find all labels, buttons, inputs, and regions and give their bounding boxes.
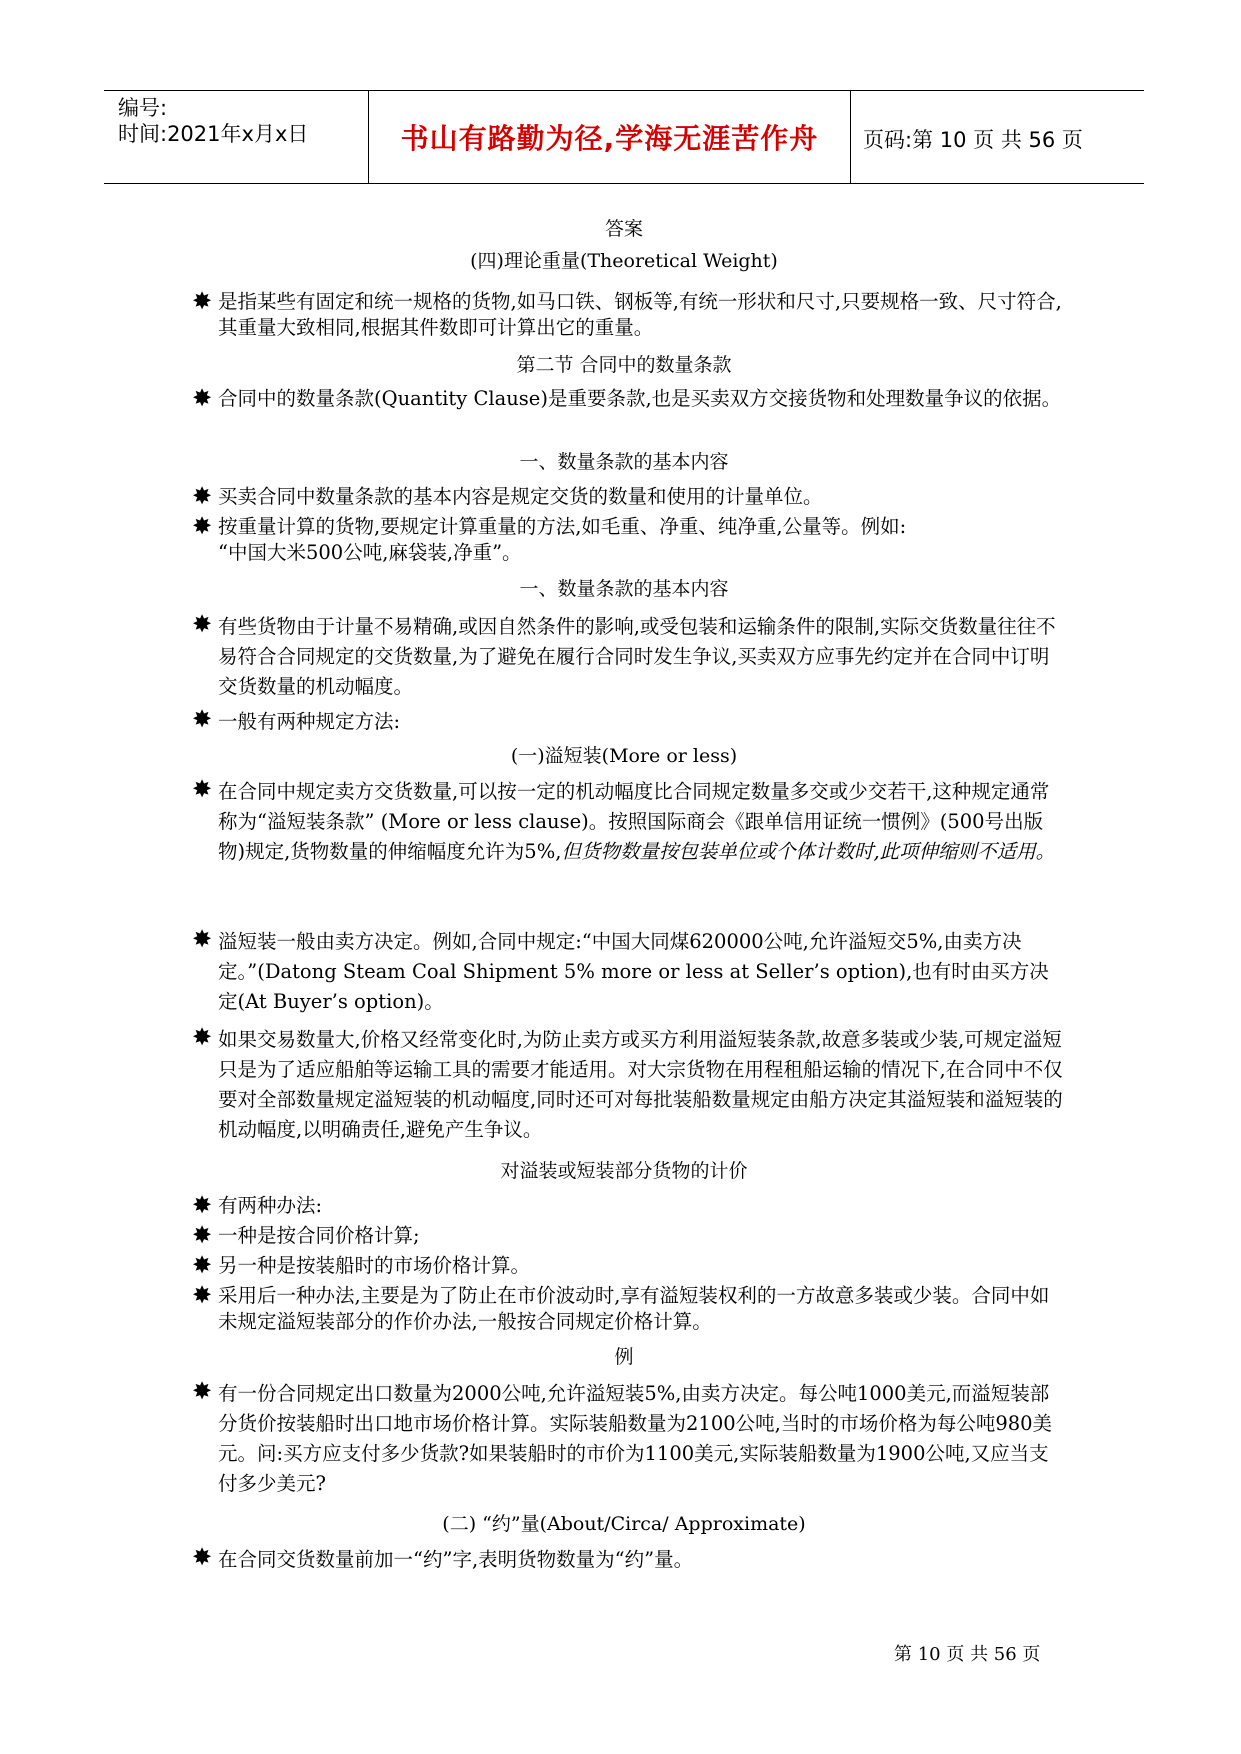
paragraph-7-italic: 但货物数量按包装单位或个体计数时,此项伸缩则不适用。 (561, 840, 1056, 863)
star-bullet-icon: ✸ (192, 1221, 213, 1249)
heading-section-2: 第二节 合同中的数量条款 (516, 354, 732, 376)
paragraph-10: 有两种办法: (218, 1194, 323, 1217)
star-bullet-icon: ✸ (192, 705, 213, 733)
paragraph-12: 另一种是按装船时的市场价格计算。 (218, 1254, 531, 1277)
star-bullet-icon: ✸ (192, 1377, 213, 1405)
time-label: 时间:2021年x月x日 (118, 122, 309, 146)
star-bullet-icon: ✸ (192, 482, 213, 510)
heading-basic-content-1: 一、数量条款的基本内容 (519, 451, 729, 473)
paragraph-4b: “中国大米500公吨,麻袋装,净重”。 (218, 541, 522, 564)
star-bullet-icon: ✸ (192, 1191, 213, 1219)
paragraph-3: 买卖合同中数量条款的基本内容是规定交货的数量和使用的计量单位。 (218, 485, 823, 508)
paragraph-7 (218, 777, 1068, 867)
star-bullet-icon: ✸ (192, 1281, 213, 1309)
paragraph-9: 如果交易数量大,价格又经常变化时,为防止卖方或买方利用溢短装条款,故意多装或少装,可规定溢短只是为了适应船舶等运输工具的需要才能适用。对大宗货物在用程租船运输的情况下,在合同中不仅要对全部数量规定溢短装的机动幅度,同时还可对每批装船数量规定由船方决定其溢短装和溢短装的机动幅度,以明确责任,避免产生争议。 (218, 1028, 1063, 1141)
paragraph-13: 采用后一种办法,主要是为了防止在市价波动时,享有溢短装权利的一方故意多装或少装。合同中如未规定溢短装部分的作价办法,一般按合同规定价格计算。 (218, 1284, 1050, 1333)
number-label: 编号: (118, 96, 168, 120)
header-page-cell (851, 91, 1144, 183)
heading-basic-content-2: 一、数量条款的基本内容 (519, 578, 729, 600)
header-motto-cell (369, 91, 851, 183)
paragraph-2: 合同中的数量条款(Quantity Clause)是重要条款,也是买卖双方交接货物和处理数量争议的依据。 (218, 387, 1062, 410)
motto: 书山有路勤为径,学海无涯苦作舟 (400, 122, 819, 155)
star-bullet-icon: ✸ (192, 512, 213, 540)
star-bullet-icon: ✸ (192, 1023, 213, 1051)
heading-answer: 答案 (604, 218, 643, 240)
heading-about: (二) “约”量(About/Circa/ Approximate) (442, 1513, 806, 1535)
star-bullet-icon: ✸ (192, 1543, 213, 1571)
heading-pricing: 对溢装或短装部分货物的计价 (500, 1160, 748, 1182)
heading-theoretical-weight: (四)理论重量(Theoretical Weight) (470, 250, 778, 272)
star-bullet-icon: ✸ (192, 1251, 213, 1279)
paragraph-14: 有一份合同规定出口数量为2000公吨,允许溢短装5%,由卖方决定。每公吨1000美元,而溢短装部分货价按装船时出口地市场价格计算。实际装船数量为2100公吨,当时的市场价格为每公吨980美元。问:买方应支付多少货款?如果装船时的市价为1100美元,实际装船数量为1900公吨,又应当支付多少美元? (218, 1382, 1053, 1495)
star-bullet-icon: ✸ (192, 775, 213, 803)
star-bullet-icon: ✸ (192, 384, 213, 412)
paragraph-15: 在合同交货数量前加一“约”字,表明货物数量为“约”量。 (218, 1548, 694, 1571)
footer-page-number: 第 10 页 共 56 页 (894, 1644, 1041, 1665)
paragraph-11: 一种是按合同价格计算; (218, 1224, 420, 1247)
paragraph-4a: 按重量计算的货物,要规定计算重量的方法,如毛重、净重、纯净重,公量等。例如: (218, 515, 907, 538)
paragraph-8: 溢短装一般由卖方决定。例如,合同中规定:“中国大同煤620000公吨,允许溢短交5%,由卖方决定。”(Datong Steam Coal Shipment 5% more or less at Seller’s option),也有时由买方决定(At Buyer’s option)。 (218, 930, 1049, 1013)
star-bullet-icon: ✸ (192, 287, 213, 315)
paragraph-6: 一般有两种规定方法: (218, 710, 401, 733)
heading-example: 例 (614, 1346, 634, 1368)
heading-more-or-less: (一)溢短装(More or less) (510, 745, 738, 767)
header-meta-cell (104, 91, 369, 183)
page-header (104, 90, 1144, 184)
paragraph-5: 有些货物由于计量不易精确,或因自然条件的影响,或受包装和运输条件的限制,实际交货数量往往不易符合合同规定的交货数量,为了避免在履行合同时发生争议,买卖双方应事先约定并在合同中订明交货数量的机动幅度。 (218, 615, 1056, 698)
paragraph-1: 是指某些有固定和统一规格的货物,如马口铁、钢板等,有统一形状和尺寸,只要规格一致、尺寸符合,其重量大致相同,根据其件数即可计算出它的重量。 (218, 290, 1062, 339)
paragraph-7-main: 在合同中规定卖方交货数量,可以按一定的机动幅度比合同规定数量多交或少交若干,这种规定通常称为“溢短装条款” (More or less clause)。按照国际商会《跟单信用证统一惯例》(500号出版物)规定,货物数量的伸缩幅度允许为5%, (218, 780, 1050, 863)
star-bullet-icon: ✸ (192, 610, 213, 638)
star-bullet-icon: ✸ (192, 925, 213, 953)
header-page-number: 页码:第 10 页 共 56 页 (863, 128, 1083, 152)
